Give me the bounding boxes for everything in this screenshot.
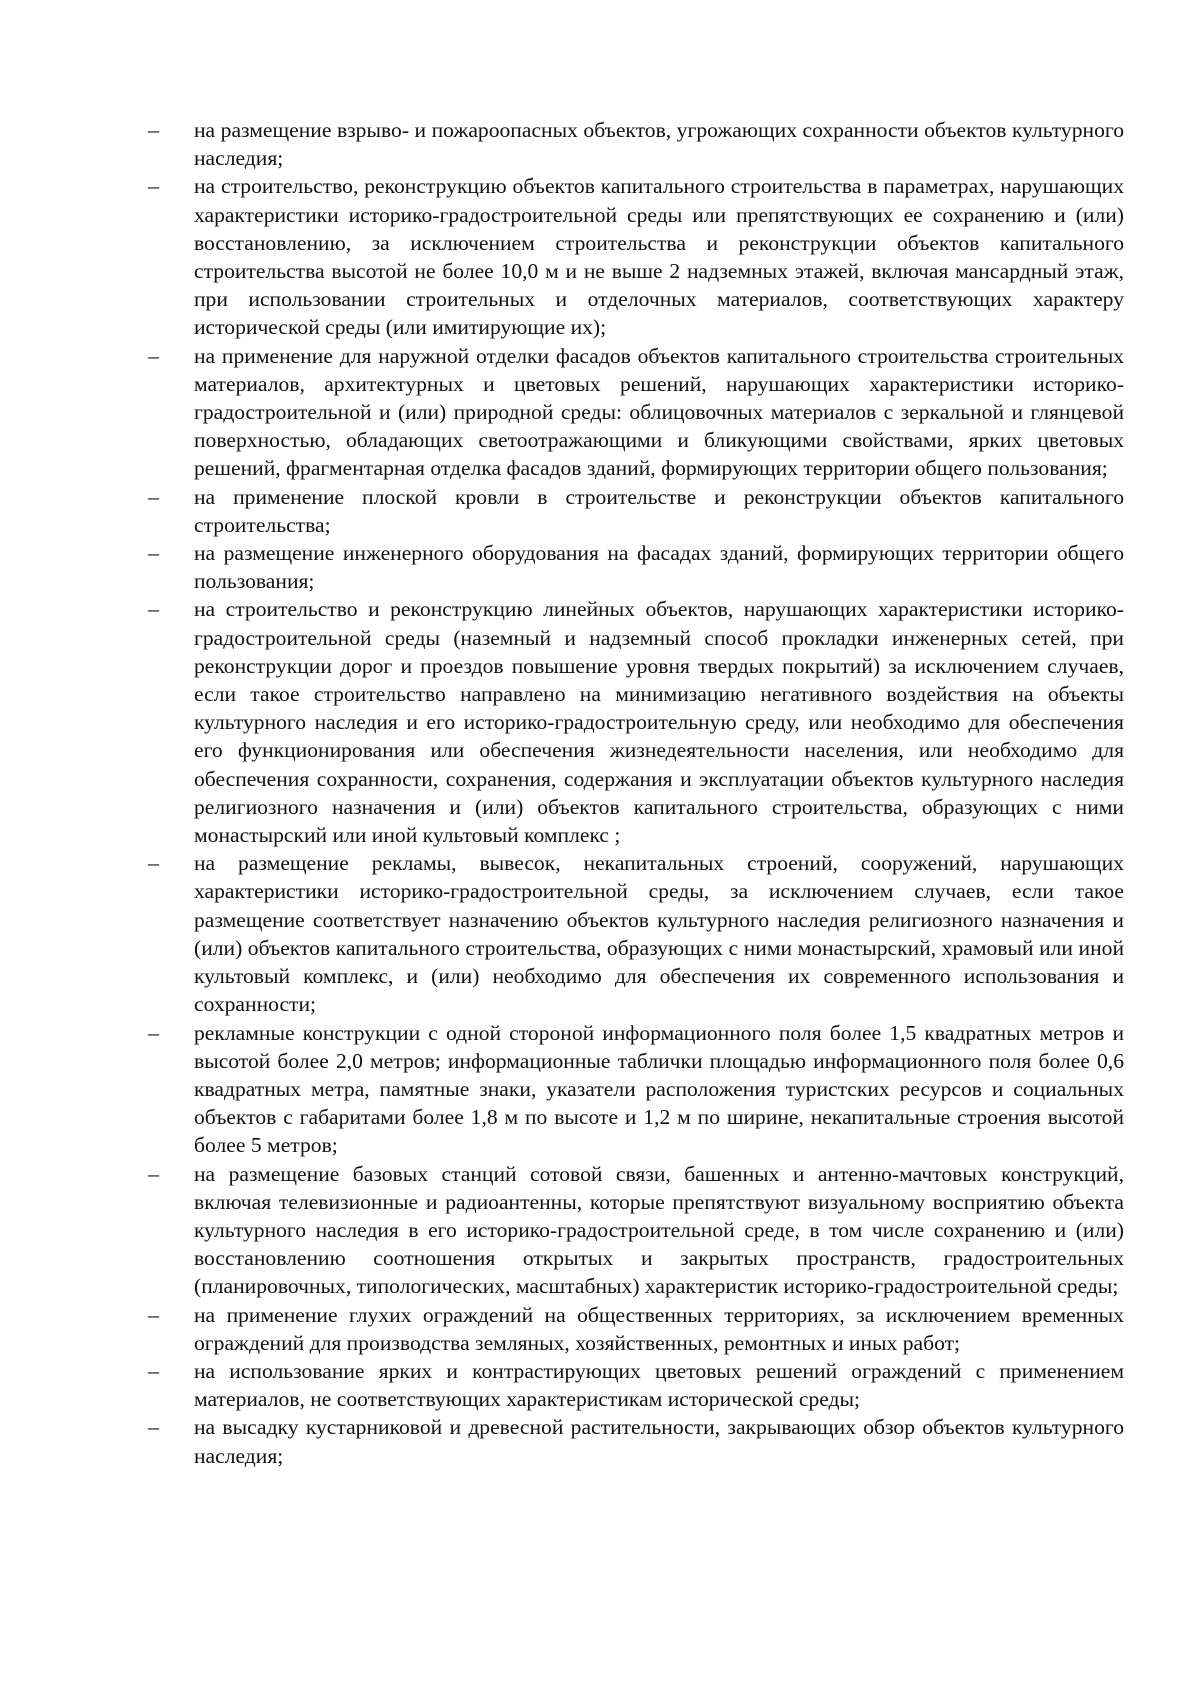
dash-bullet: –: [148, 596, 159, 622]
list-item-text: на высадку кустарниковой и древесной растительности, закрывающих обзор объектов культурного наследия;: [194, 1415, 1124, 1468]
list-item-text: на использование ярких и контрастирующих цветовых решений ограждений с применением материалов, не соответствующих характеристикам исторической среды;: [194, 1358, 1124, 1412]
list-item: [148, 172, 1124, 341]
list-item-text: рекламные конструкции с одной стороной информационного поля более 1,5 квадратных метров и высотой более 2,0 метров; информационные таблички площадью информационного поля более 0,6 квадратных метра, памятные знаки, указатели расположения туристских ресурсов и социальных объектов с габаритами более 1,8 м по высоте и 1,2 м по ширине, некапитальные строения высотой более 5 метров;: [194, 1020, 1124, 1158]
dash-bullet: –: [148, 850, 159, 876]
list-item-text: на размещение рекламы, вывесок, некапитальных строений, сооружений, нарушающих характеристики историко-градостроительной среды, за исключением случаев, если такое размещение соответствует назначению объектов культурного наследия религиозного назначения и (или) объектов капитального строительства, образующих с ними монастырский, храмовый или иной культовый комплекс, и (или) необходимо для обеспечения их современного использования и сохранности;: [194, 851, 1124, 1017]
dash-bullet: –: [148, 173, 159, 199]
list-item-text: на строительство и реконструкцию линейных объектов, нарушающих характеристики историко-градостроительной среды (наземный и надземный способ прокладки инженерных сетей, при реконструкции дорог и проездов повышение уровня твердых покрытий) за исключением случаев, если такое строительство направлено на минимизацию негативного воздействия на объекты культурного наследия и его историко-градостроительную среду, или необходимо для обеспечения его функционирования или обеспечения жизнедеятельности населения, или необходимо для обеспечения сохранности, сохранения, содержания и эксплуатации объектов культурного наследия религиозного назначения и (или) объектов капитального строительства, образующих с ними монастырский или иной культовый комплекс ;: [194, 597, 1124, 848]
dash-bullet: –: [148, 1160, 159, 1186]
list-item-text: на размещение взрыво- и пожароопасных объектов, угрожающих сохранности объектов культурного наследия;: [194, 118, 1124, 171]
restrictions-list: [148, 116, 1124, 1470]
dash-bullet: –: [148, 1301, 159, 1327]
list-item: [148, 116, 1124, 172]
list-item: [148, 849, 1124, 1018]
list-item: [148, 1413, 1124, 1469]
list-item-text: на строительство, реконструкцию объектов капитального строительства в параметрах, нарушающих характеристики историко-градостроительной среды или препятствующих ее сохранению и (или) восстановлению, за исключением строительства и реконструкции объектов капитального строительства высотой не более 10,0 м и не выше 2 надземных этажей, включая мансардный этаж, при использовании строительных и отделочных материалов, соответствующих характеру исторической среды (или имитирующие их);: [194, 174, 1124, 340]
list-item: [148, 1160, 1124, 1301]
list-item: [148, 1357, 1124, 1413]
list-item-text: на размещение инженерного оборудования на фасадах зданий, формирующих территории общего пользования;: [194, 541, 1124, 594]
list-item-text: на применение для наружной отделки фасадов объектов капитального строительства строительных материалов, архитектурных и цветовых решений, нарушающих характеристики историко-градостроительной и (или) природной среды: облицовочных материалов с зеркальной и глянцевой поверхностью, обладающих светоотражающими и бликующими свойствами, ярких цветовых решений, фрагментарная отделка фасадов зданий, формирующих территории общего пользования;: [194, 343, 1124, 481]
list-item: [148, 342, 1124, 483]
dash-bullet: –: [148, 117, 159, 142]
dash-bullet: –: [148, 1414, 159, 1440]
list-item: [148, 1019, 1124, 1160]
list-item-text: на применение плоской кровли в строительстве и реконструкции объектов капитального строительства;: [194, 484, 1124, 537]
dash-bullet: –: [148, 1357, 159, 1383]
dash-bullet: –: [148, 1019, 159, 1045]
dash-bullet: –: [148, 540, 159, 566]
list-item: [148, 595, 1124, 849]
dash-bullet: –: [148, 342, 159, 368]
list-item: [148, 483, 1124, 539]
list-item: [148, 539, 1124, 595]
list-item-text: на применение глухих ограждений на общественных территориях, за исключением временных ограждений для производства земляных, хозяйственных, ремонтных и иных работ;: [194, 1302, 1124, 1355]
list-item: [148, 1301, 1124, 1357]
dash-bullet: –: [148, 483, 159, 509]
list-item-text: на размещение базовых станций сотовой связи, башенных и антенно-мачтовых конструкций, включая телевизионные и радиоантенны, которые препятствуют визуальному восприятию объекта культурного наследия в его историко-градостроительной среде, в том числе сохранению и (или) восстановлению соотношения открытых и закрытых пространств, градостроительных (планировочных, типологических, масштабных) характеристик историко-градостроительной среды;: [194, 1161, 1124, 1299]
